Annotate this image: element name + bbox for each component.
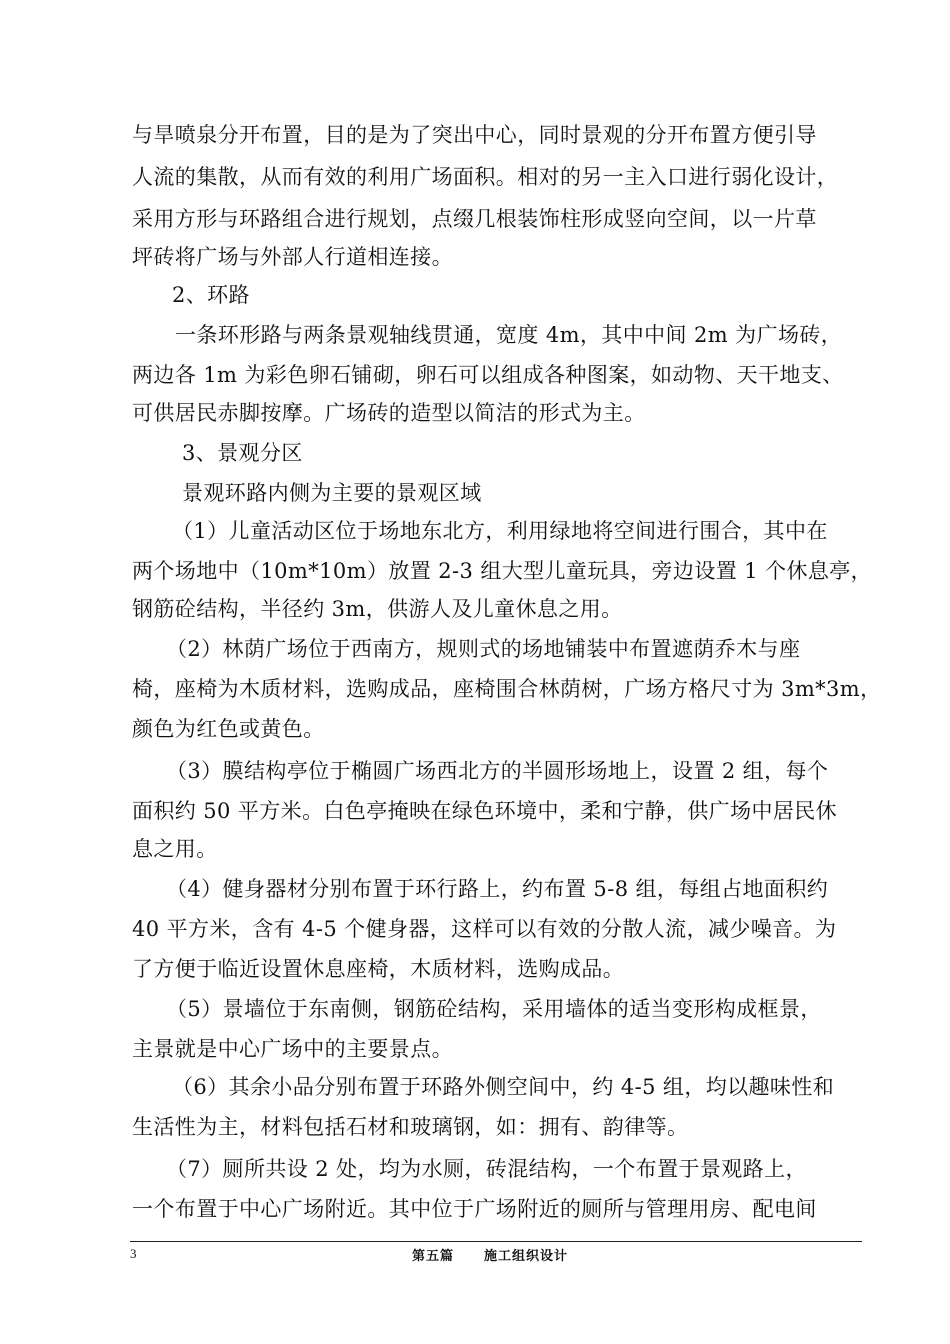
text-line: 与旱喷泉分开布置，目的是为了突出中心，同时景观的分开布置方便引导: [132, 123, 817, 147]
footer-title: [412, 1245, 598, 1264]
text-line: （1）儿童活动区位于场地东北方，利用绿地将空间进行围合，其中在: [172, 519, 828, 543]
text-line: 了方便于临近设置休息座椅，木质材料，选购成品。: [132, 957, 625, 981]
text-line: （5）景墙位于东南侧，钢筋砼结构，采用墙体的适当变形构成框景，: [166, 997, 822, 1021]
text-line: 坪砖将广场与外部人行道相连接。: [132, 245, 453, 269]
text-line: 两个场地中（10m*10m）放置 2-3 组大型儿童玩具，旁边设置 1 个休息亭，: [132, 559, 873, 583]
text-line: 面积约 50 平方米。白色亭掩映在绿色环境中，柔和宁静，供广场中居民休: [132, 799, 838, 823]
text-line: 主景就是中心广场中的主要景点。: [132, 1037, 453, 1061]
text-line: 两边各 1m 为彩色卵石铺砌，卵石可以组成各种图案，如动物、天干地支、: [132, 363, 844, 387]
footer-chapter: 施工组织设计: [484, 1249, 569, 1264]
text-line: 人流的集散，从而有效的利用广场面积。相对的另一主入口进行弱化设计，: [132, 165, 839, 189]
text-line: （6）其余小品分别布置于环路外侧空间中，约 4-5 组，均以趣味性和: [172, 1075, 835, 1099]
text-line: （7）厕所共设 2 处，均为水厕，砖混结构，一个布置于景观路上，: [166, 1157, 807, 1181]
text-line: 40 平方米，含有 4-5 个健身器，这样可以有效的分散人流，减少噪音。为: [132, 917, 837, 941]
section-heading: 3、景观分区: [182, 441, 303, 465]
text-line: 一条环形路与两条景观轴线贯通，宽度 4m，其中中间 2m 为广场砖，: [175, 323, 843, 347]
text-line: 采用方形与环路组合进行规划，点缀几根装饰柱形成竖向空间，以一片草: [132, 207, 817, 231]
text-line: （4）健身器材分别布置于环行路上，约布置 5-8 组，每组占地面积约: [166, 877, 829, 901]
text-line: 钢筋砼结构，半径约 3m，供游人及儿童休息之用。: [132, 597, 623, 621]
text-line: 生活性为主，材料包括石材和玻璃钢，如：拥有、韵律等。: [132, 1115, 689, 1139]
page-number: 3: [130, 1246, 137, 1261]
section-heading: 2、环路: [172, 283, 250, 307]
text-line: （3）膜结构亭位于椭圆广场西北方的半圆形场地上，设置 2 组，每个: [166, 759, 829, 783]
text-line: 息之用。: [132, 837, 218, 861]
text-line: 景观环路内侧为主要的景观区域: [182, 481, 482, 505]
text-line: 一个布置于中心广场附近。其中位于广场附近的厕所与管理用房、配电间: [132, 1197, 817, 1221]
footer-divider: [130, 1241, 862, 1242]
text-line: 颜色为红色或黄色。: [132, 717, 325, 741]
footer-part: 第五篇: [412, 1249, 455, 1264]
text-line: 可供居民赤脚按摩。广场砖的造型以简洁的形式为主。: [132, 401, 646, 425]
text-line: （2）林荫广场位于西南方，规则式的场地铺装中布置遮荫乔木与座: [166, 637, 801, 661]
text-line: 椅，座椅为木质材料，选购成品，座椅围合林荫树，广场方格尺寸为 3m*3m，: [132, 677, 882, 701]
